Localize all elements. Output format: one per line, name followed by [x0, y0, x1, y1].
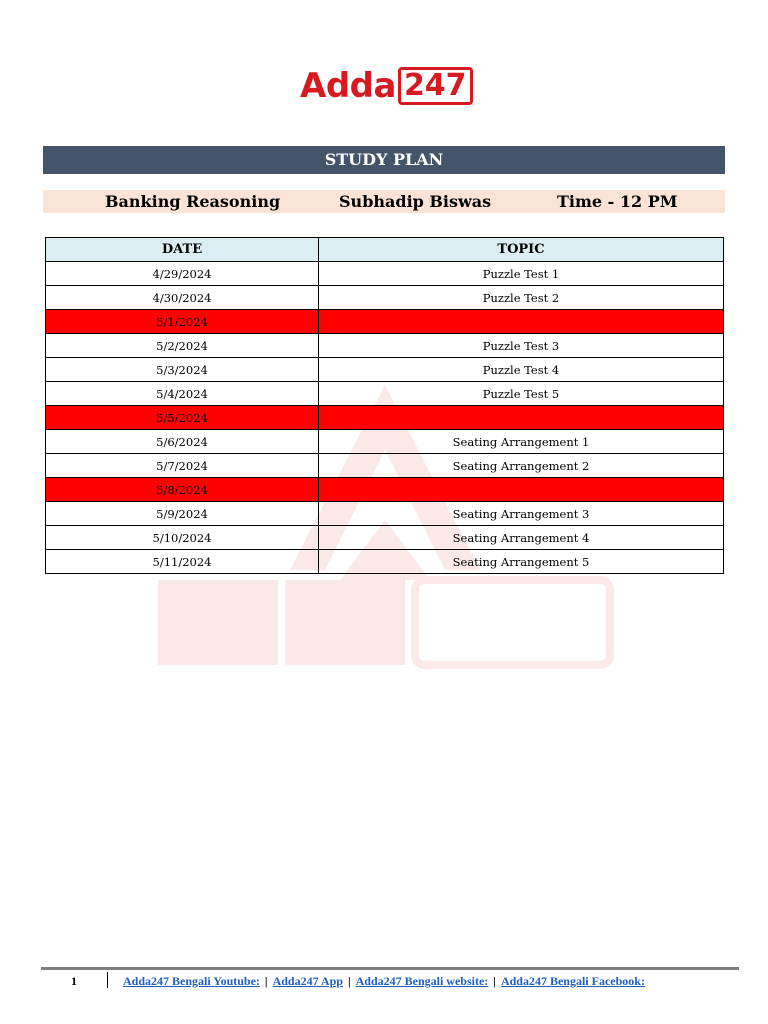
website-link[interactable]: Adda247 Bengali website: — [355, 974, 489, 988]
link-separator: | — [347, 974, 351, 988]
logo-text: Adda — [300, 66, 396, 106]
study-plan-title: STUDY PLAN — [43, 146, 725, 174]
date-cell: 5/2/2024 — [46, 334, 319, 358]
adda247-logo — [300, 66, 472, 106]
table-row — [46, 382, 724, 406]
info-bar — [43, 190, 725, 213]
footer-links — [123, 974, 645, 989]
logo-number-box: 247 — [398, 67, 473, 105]
study-plan-table — [45, 237, 724, 574]
topic-cell — [319, 478, 724, 502]
time-label: Time - 12 PM — [557, 192, 678, 211]
date-cell: 5/4/2024 — [46, 382, 319, 406]
table-row — [46, 502, 724, 526]
topic-cell: Seating Arrangement 4 — [319, 526, 724, 550]
table-row — [46, 286, 724, 310]
topic-cell — [319, 406, 724, 430]
topic-cell: Seating Arrangement 5 — [319, 550, 724, 574]
table-row — [46, 550, 724, 574]
date-cell: 4/29/2024 — [46, 262, 319, 286]
holiday-row — [46, 406, 724, 430]
topic-cell: Seating Arrangement 3 — [319, 502, 724, 526]
subject-label: Banking Reasoning — [105, 192, 281, 211]
holiday-row — [46, 310, 724, 334]
youtube-link[interactable]: Adda247 Bengali Youtube: — [123, 974, 260, 988]
topic-cell: Seating Arrangement 2 — [319, 454, 724, 478]
date-column-header: DATE — [46, 238, 319, 262]
date-cell: 5/9/2024 — [46, 502, 319, 526]
topic-cell: Seating Arrangement 1 — [319, 430, 724, 454]
topic-cell — [319, 310, 724, 334]
table-row — [46, 430, 724, 454]
link-separator: | — [264, 974, 268, 988]
table-row — [46, 454, 724, 478]
table-row — [46, 358, 724, 382]
facebook-link[interactable]: Adda247 Bengali Facebook: — [500, 974, 645, 988]
page-number: 1 — [71, 974, 77, 988]
table-header-row — [46, 238, 724, 262]
date-cell: 5/7/2024 — [46, 454, 319, 478]
teacher-label: Subhadip Biswas — [339, 192, 492, 211]
topic-cell: Puzzle Test 1 — [319, 262, 724, 286]
link-separator: | — [493, 974, 496, 988]
date-cell: 5/11/2024 — [46, 550, 319, 574]
date-cell: 5/10/2024 — [46, 526, 319, 550]
date-cell: 5/6/2024 — [46, 430, 319, 454]
date-cell: 5/8/2024 — [46, 478, 319, 502]
topic-cell: Puzzle Test 2 — [319, 286, 724, 310]
table-row — [46, 526, 724, 550]
topic-cell: Puzzle Test 4 — [319, 358, 724, 382]
app-link[interactable]: Adda247 App — [272, 974, 343, 988]
page-footer — [41, 967, 739, 994]
holiday-row — [46, 478, 724, 502]
date-cell: 5/3/2024 — [46, 358, 319, 382]
table-row — [46, 262, 724, 286]
date-cell: 4/30/2024 — [46, 286, 319, 310]
topic-cell: Puzzle Test 3 — [319, 334, 724, 358]
topic-cell: Puzzle Test 5 — [319, 382, 724, 406]
table-row — [46, 334, 724, 358]
footer-divider — [107, 972, 108, 988]
topic-column-header: TOPIC — [319, 238, 724, 262]
date-cell: 5/5/2024 — [46, 406, 319, 430]
date-cell: 5/1/2024 — [46, 310, 319, 334]
